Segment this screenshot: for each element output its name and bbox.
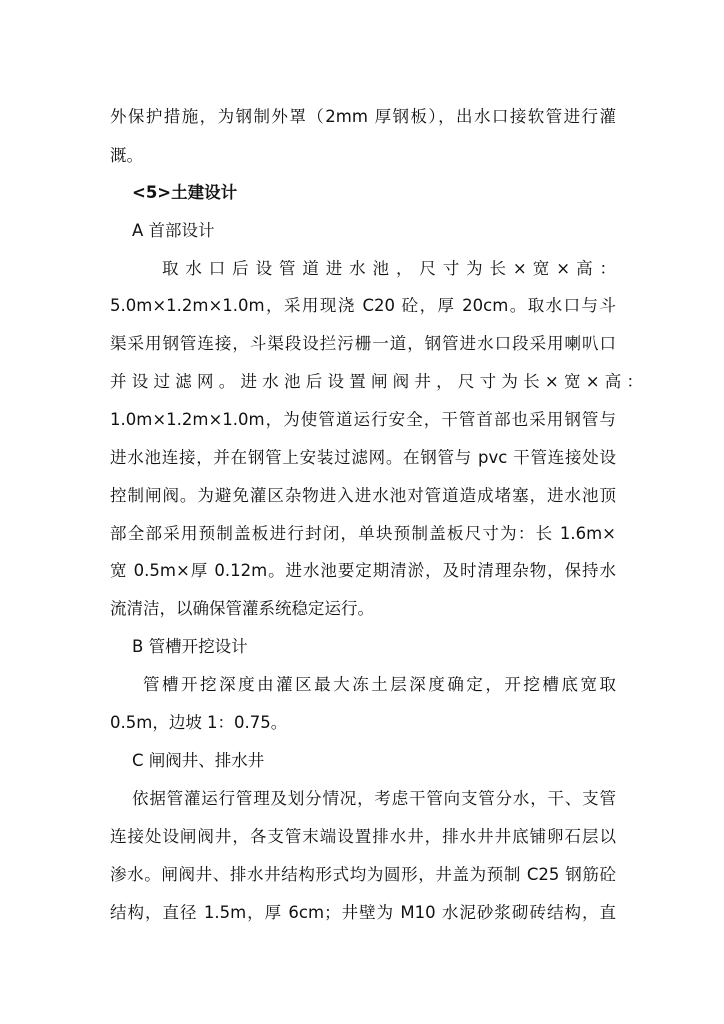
text-line: 渠采用钢管连接，斗渠段设拦污栅一道，钢管进水口段采用喇叭口 <box>110 334 616 353</box>
text-line: 渗水。闸阀井、排水井结构形式均为圆形，井盖为预制 C25 钢筋砼 <box>110 865 616 884</box>
text-line: 外保护措施，为钢制外罩（2mm 厚钢板），出水口接软管进行灌 <box>110 107 616 126</box>
section-heading: <5>土建设计 <box>132 183 238 202</box>
text-line: 控制闸阀。为避免灌区杂物进入进水池对管道造成堵塞，进水池顶 <box>110 486 616 505</box>
text-line: 部全部采用预制盖板进行封闭，单块预制盖板尺寸为：长 1.6m× <box>110 524 616 543</box>
text-line: 管槽开挖深度由灌区最大冻土层深度确定，开挖槽底宽取 <box>143 675 616 694</box>
text-line: 进水池连接，并在钢管上安装过滤网。在钢管与 pvc 干管连接处设 <box>110 448 616 467</box>
subsection-heading: B 管槽开挖设计 <box>132 637 248 656</box>
text-line: 0.5m，边坡 1：0.75。 <box>110 713 288 732</box>
text-line: 溉。 <box>110 146 143 165</box>
text-line: 1.0m×1.2m×1.0m，为使管道运行安全，干管首部也采用钢管与 <box>110 410 616 429</box>
text-line: 结构，直径 1.5m，厚 6cm；井壁为 M10 水泥砂浆砌砖结构，直 <box>110 903 616 922</box>
text-line: 取 水 口 后 设 管 道 进 水 池 ， 尺 寸 为 长 × 宽 × 高 ： <box>162 259 616 278</box>
text-line: 依据管灌运行管理及划分情况，考虑干管向支管分水，干、支管 <box>132 789 616 808</box>
text-line: 并 设 过 滤 网 。 进 水 池 后 设 置 闸 阀 井 ， 尺 寸 为 长 × 宽 × 高 ： <box>110 372 644 391</box>
text-line: 连接处设闸阀井，各支管末端设置排水井，排水井井底铺卵石层以 <box>110 827 616 846</box>
text-line: 宽 0.5m×厚 0.12m。进水池要定期清淤，及时清理杂物，保持水 <box>110 561 616 580</box>
subsection-heading: A 首部设计 <box>132 221 215 240</box>
subsection-heading: C 闸阀井、排水井 <box>132 751 265 770</box>
text-line: 5.0m×1.2m×1.0m，采用现浇 C20 砼，厚 20cm。取水口与斗 <box>110 296 616 315</box>
text-line: 流清洁，以确保管灌系统稳定运行。 <box>110 599 374 618</box>
